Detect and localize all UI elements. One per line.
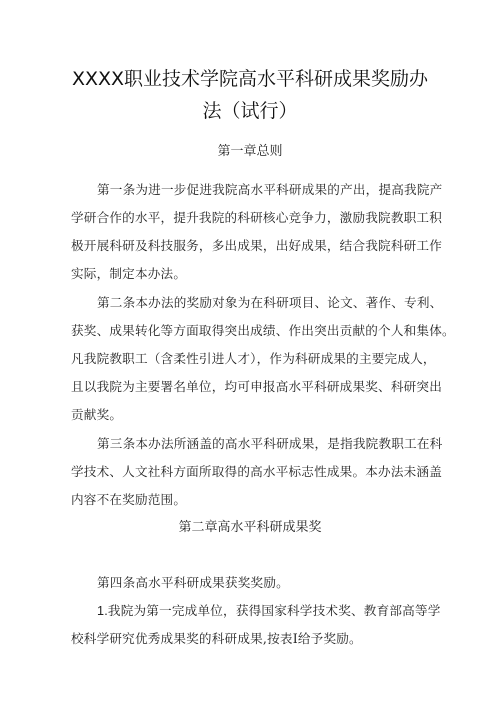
- article-1-line-1: 第一条为进一步促进我院高水平科研成果的产出，提高我院产: [97, 182, 443, 197]
- article-3-line-2: 学技术、人文社科方面所取得的高水平标志性成果。本办法未涵盖: [71, 464, 443, 479]
- chapter-2-heading: 第二章高水平科研成果奖: [178, 520, 322, 535]
- chapter-1-heading: 第一章总则: [217, 144, 283, 159]
- article-1-line-2: 学研合作的水平，提升我院的科研核心竞争力，激励我院教职工积: [71, 210, 443, 225]
- document-title-line-1: XXXX职业技术学院高水平科研成果奖励办: [71, 68, 429, 90]
- article-1-line-4: 实际，制定本办法。: [71, 266, 187, 281]
- document-title-line-2: 法（试行）: [202, 100, 298, 122]
- article-3-line-3: 内容不在奖励范围。: [71, 492, 187, 507]
- article-2-line-2: 获奖、成果转化等方面取得突出成绩、作出突出贡献的个人和集体。: [71, 323, 455, 338]
- article-2-line-1: 第二条本办法的奖励对象为在科研项目、论文、著作、专利、: [97, 295, 443, 310]
- article-2-line-5: 贡献奖。: [71, 407, 123, 422]
- item-1-line-2: 校科学研究优秀成果奖的科研成果,按表Ⅰ给予奖励。: [71, 631, 362, 646]
- article-4-line: 第四条高水平科研成果获奖奖励。: [97, 575, 289, 590]
- article-3-line-1: 第三条本办法所涵盖的高水平科研成果，是指我院教职工在科: [97, 436, 443, 451]
- article-2-line-3: 凡我院教职工（含柔性引进人才），作为科研成果的主要完成人，: [71, 351, 436, 366]
- article-1-line-3: 极开展科研及科技服务，多出成果，出好成果，结合我院科研工作: [71, 238, 443, 253]
- article-2-line-4: 且以我院为主要署名单位，均可申报高水平科研成果奖、科研突出: [71, 379, 443, 394]
- item-1-line-1: 1.我院为第一完成单位，获得国家科学技术奖、教育部高等学: [97, 604, 441, 618]
